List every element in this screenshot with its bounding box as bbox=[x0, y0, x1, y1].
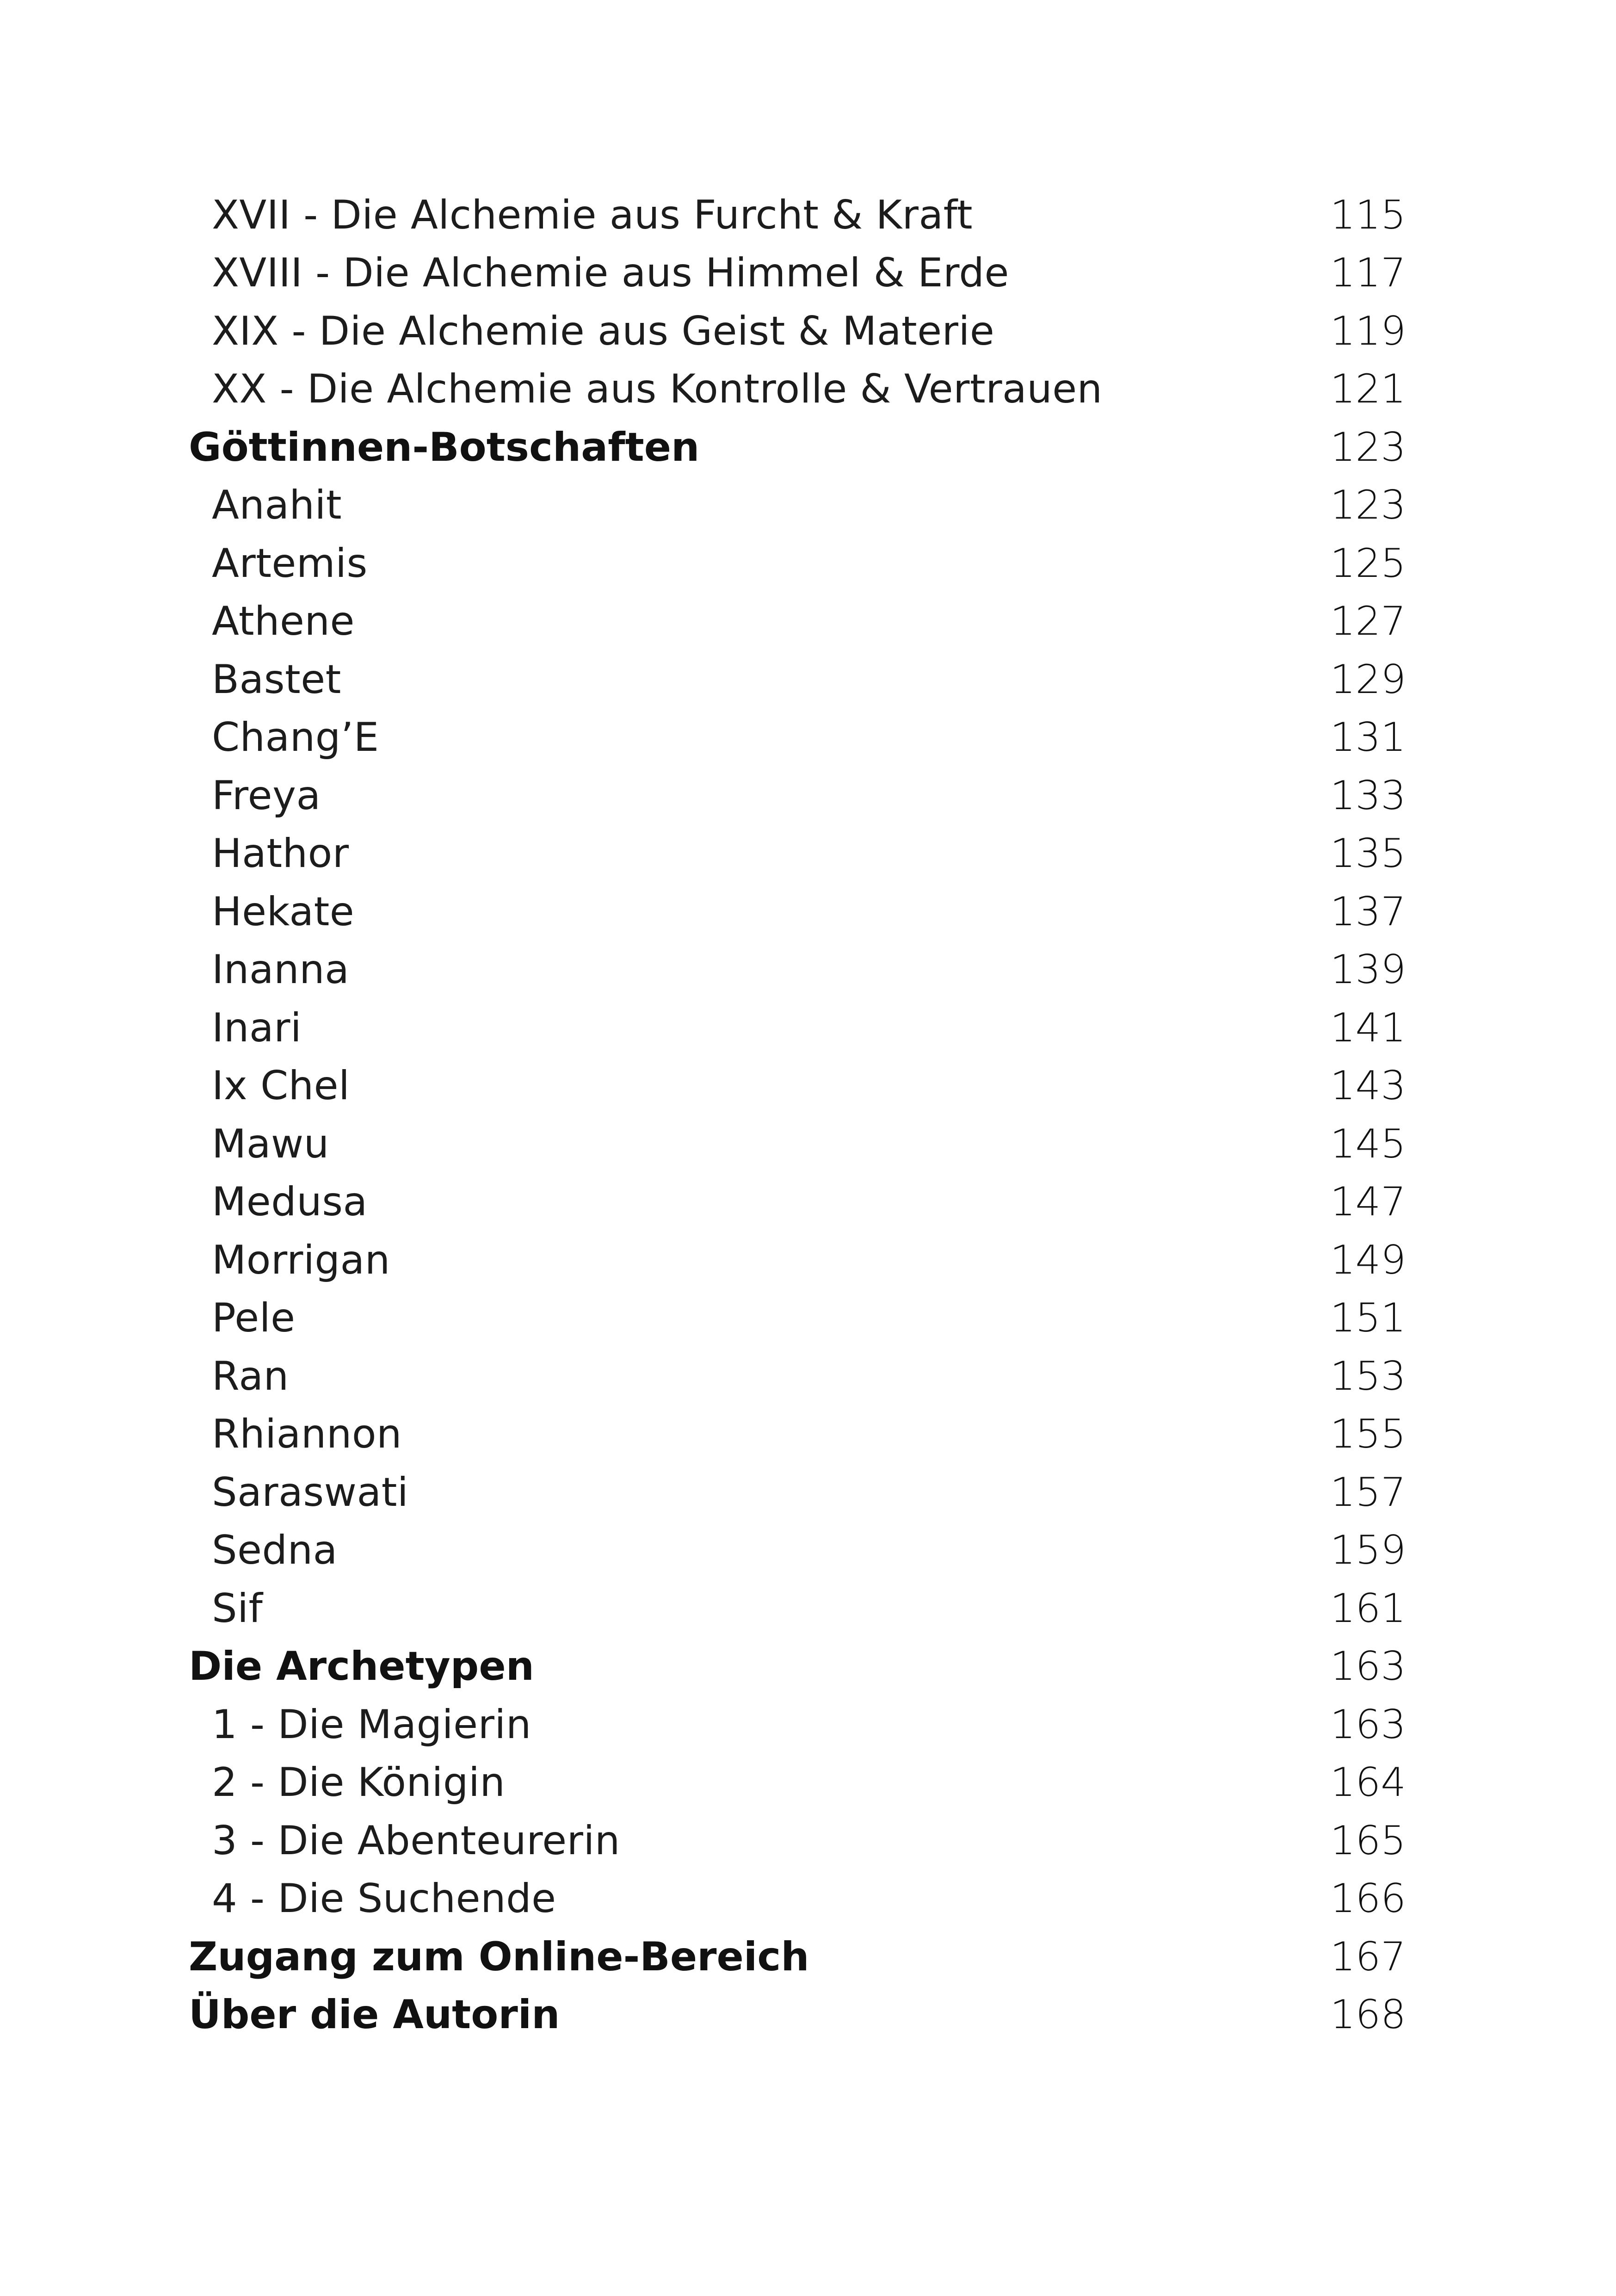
toc-entry-page: 131 bbox=[1330, 714, 1406, 761]
toc-section-title: Über die Autorin bbox=[189, 1992, 560, 2038]
toc-entry[interactable] bbox=[189, 825, 1406, 883]
toc-entry[interactable] bbox=[189, 244, 1406, 303]
toc-entry-title: XVII - Die Alchemie aus Furcht & Kraft bbox=[212, 192, 973, 238]
toc-entry-title: XX - Die Alchemie aus Kontrolle & Vertrauen bbox=[212, 366, 1103, 413]
toc-entry[interactable] bbox=[189, 1522, 1406, 1580]
toc-section-entry[interactable] bbox=[189, 1986, 1406, 2044]
toc-entry-title: Rhiannon bbox=[212, 1411, 402, 1458]
toc-entry[interactable] bbox=[189, 302, 1406, 360]
toc-entry-title: Inari bbox=[212, 1004, 302, 1051]
toc-entry[interactable] bbox=[189, 1812, 1406, 1870]
toc-entry-page: 119 bbox=[1330, 308, 1406, 354]
toc-entry-page: 163 bbox=[1330, 1701, 1406, 1748]
toc-entry-page: 167 bbox=[1330, 1933, 1406, 1980]
toc-entry[interactable] bbox=[189, 1231, 1406, 1289]
toc-entry-title: Freya bbox=[212, 772, 321, 819]
toc-entry[interactable] bbox=[189, 1347, 1406, 1405]
toc-entry-page: 163 bbox=[1330, 1643, 1406, 1690]
toc-entry[interactable] bbox=[189, 1057, 1406, 1115]
toc-entry-page: 127 bbox=[1330, 598, 1406, 645]
toc-entry[interactable] bbox=[189, 534, 1406, 593]
toc-entry[interactable] bbox=[189, 1173, 1406, 1232]
toc-entry[interactable] bbox=[189, 1754, 1406, 1812]
toc-entry-title: Hekate bbox=[212, 888, 355, 935]
toc-entry-title: Anahit bbox=[212, 482, 342, 529]
toc-entry-page: 143 bbox=[1330, 1063, 1406, 1109]
toc-entry-page: 161 bbox=[1330, 1585, 1406, 1632]
toc-entry[interactable] bbox=[189, 360, 1406, 419]
toc-entry-page: 145 bbox=[1330, 1120, 1406, 1167]
toc-section-entry[interactable] bbox=[189, 1928, 1406, 1986]
toc-entry[interactable] bbox=[189, 1696, 1406, 1754]
toc-entry-page: 153 bbox=[1330, 1353, 1406, 1399]
toc-entry-page: 139 bbox=[1330, 947, 1406, 993]
toc-entry[interactable] bbox=[189, 883, 1406, 941]
toc-entry-title: 3 - Die Abenteurerin bbox=[212, 1817, 620, 1864]
toc-entry-title: XVIII - Die Alchemie aus Himmel & Erde bbox=[212, 250, 1009, 297]
toc-entry-page: 164 bbox=[1330, 1759, 1406, 1806]
toc-entry-page: 129 bbox=[1330, 656, 1406, 703]
toc-entry[interactable] bbox=[189, 941, 1406, 999]
toc-entry-page: 125 bbox=[1330, 540, 1406, 587]
toc-entry[interactable] bbox=[189, 1463, 1406, 1522]
toc-entry-title: Athene bbox=[212, 598, 355, 645]
toc-entry[interactable] bbox=[189, 186, 1406, 244]
toc-entry-title: 2 - Die Königin bbox=[212, 1759, 506, 1806]
toc-entry[interactable] bbox=[189, 999, 1406, 1057]
toc-section-entry[interactable] bbox=[189, 418, 1406, 477]
toc-entry-title: Mawu bbox=[212, 1120, 329, 1167]
toc-entry-page: 166 bbox=[1330, 1875, 1406, 1922]
toc-entry-title: Morrigan bbox=[212, 1237, 390, 1283]
toc-entry-title: Sedna bbox=[212, 1527, 338, 1574]
toc-entry[interactable] bbox=[189, 593, 1406, 651]
toc-entry[interactable] bbox=[189, 767, 1406, 825]
toc-entry-title: Inanna bbox=[212, 947, 350, 993]
toc-entry[interactable] bbox=[189, 1289, 1406, 1348]
toc-entry-title: Bastet bbox=[212, 656, 341, 703]
toc-entry-page: 117 bbox=[1330, 250, 1406, 297]
toc-entry-page: 151 bbox=[1330, 1295, 1406, 1342]
toc-entry-page: 141 bbox=[1330, 1004, 1406, 1051]
toc-entry-page: 133 bbox=[1330, 772, 1406, 819]
toc-entry-page: 157 bbox=[1330, 1469, 1406, 1516]
toc-entry-title: XIX - Die Alchemie aus Geist & Materie bbox=[212, 308, 995, 354]
toc-entry-title: Ix Chel bbox=[212, 1063, 350, 1109]
toc-entry-page: 155 bbox=[1330, 1411, 1406, 1458]
toc-entry-page: 147 bbox=[1330, 1179, 1406, 1225]
toc-entry[interactable] bbox=[189, 709, 1406, 767]
toc-entry[interactable] bbox=[189, 477, 1406, 535]
toc-entry-title: Chang’E bbox=[212, 714, 379, 761]
toc-entry-page: 149 bbox=[1330, 1237, 1406, 1283]
toc-entry[interactable] bbox=[189, 1405, 1406, 1464]
toc-entry-title: Pele bbox=[212, 1295, 296, 1342]
toc-entry-page: 168 bbox=[1330, 1992, 1406, 2038]
toc-entry-title: Ran bbox=[212, 1353, 289, 1399]
toc-entry-page: 123 bbox=[1330, 482, 1406, 529]
toc-entry[interactable] bbox=[189, 1115, 1406, 1173]
toc-entry-page: 159 bbox=[1330, 1527, 1406, 1574]
toc-entry[interactable] bbox=[189, 1870, 1406, 1928]
toc-entry-page: 123 bbox=[1330, 424, 1406, 470]
toc-section-title: Die Archetypen bbox=[189, 1643, 534, 1690]
toc-entry-page: 121 bbox=[1330, 366, 1406, 413]
toc-entry[interactable] bbox=[189, 650, 1406, 709]
toc-entry-title: 1 - Die Magierin bbox=[212, 1701, 531, 1748]
toc-section-entry[interactable] bbox=[189, 1638, 1406, 1696]
toc-entry-title: Sif bbox=[212, 1585, 263, 1632]
toc-entry-page: 137 bbox=[1330, 888, 1406, 935]
table-of-contents bbox=[189, 186, 1406, 2044]
toc-entry-title: Medusa bbox=[212, 1179, 368, 1225]
toc-entry-page: 115 bbox=[1330, 192, 1406, 238]
toc-entry-page: 135 bbox=[1330, 830, 1406, 877]
toc-entry-title: Hathor bbox=[212, 830, 349, 877]
toc-entry-page: 165 bbox=[1330, 1817, 1406, 1864]
toc-entry-title: Saraswati bbox=[212, 1469, 409, 1516]
toc-entry-title: 4 - Die Suchende bbox=[212, 1875, 556, 1922]
toc-entry-title: Artemis bbox=[212, 540, 368, 587]
toc-entry[interactable] bbox=[189, 1579, 1406, 1638]
toc-section-title: Zugang zum Online-Bereich bbox=[189, 1933, 809, 1980]
toc-section-title: Göttinnen-Botschaften bbox=[189, 424, 700, 470]
